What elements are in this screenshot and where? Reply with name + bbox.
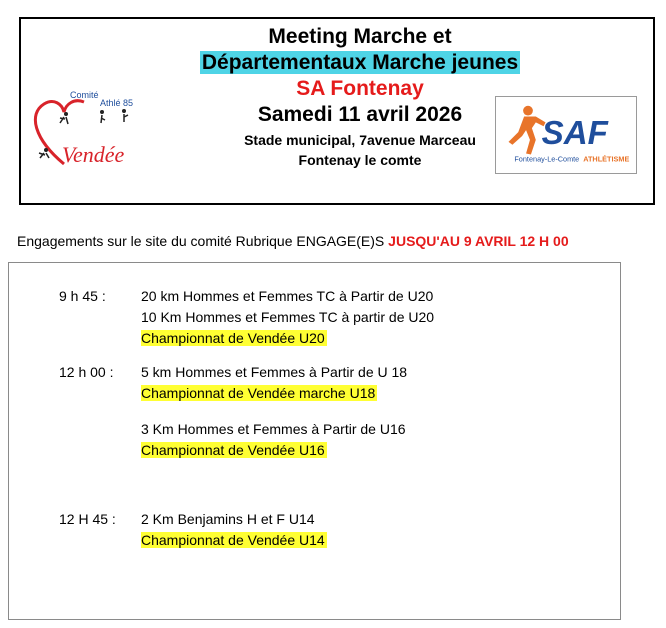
- logo-athle-text: Athlé 85: [100, 98, 134, 108]
- entry-line: 5 km Hommes et Femmes à Partir de U 18: [141, 364, 408, 380]
- entry-lines: [141, 509, 327, 551]
- logo-vendee-text: Vendée: [62, 142, 125, 167]
- engagement-deadline: JUSQU'AU 9 AVRIL 12 H 00: [388, 233, 569, 249]
- club-name: SA Fontenay: [296, 77, 424, 100]
- saf-club-logo: [495, 96, 637, 174]
- title-line-2-text: Départementaux Marche jeunes: [201, 51, 519, 74]
- entry-time: 12 h 00 :: [59, 364, 114, 380]
- entry-line: 3 Km Hommes et Femmes à Partir de U16: [141, 421, 406, 437]
- entry-lines: [141, 419, 406, 461]
- runner-icon: [509, 106, 546, 155]
- entry-championship: [141, 383, 407, 404]
- engagement-text: Engagements sur le site du comité Rubrique ENGAGE(E)S: [17, 233, 385, 249]
- championship-highlight: Championnat de Vendée U20: [141, 330, 325, 346]
- entry-line: 10 Km Hommes et Femmes TC à partir de U20: [141, 309, 435, 325]
- saf-brand-text: SAF: [541, 114, 608, 152]
- program-box: [8, 262, 621, 620]
- championship-highlight: Championnat de Vendée marche U18: [141, 385, 376, 401]
- logo-comite-text: Comité: [70, 90, 99, 100]
- saf-tagline-sport: ATHLÉTISME: [583, 154, 630, 164]
- venue-city: Fontenay le comte: [298, 152, 422, 168]
- entry-time: 12 H 45 :: [59, 511, 116, 527]
- championship-highlight: Championnat de Vendée U16: [141, 442, 325, 458]
- championship-highlight: Championnat de Vendée U14: [141, 532, 325, 548]
- saf-tagline-city: Fontenay-Le-Comte: [514, 154, 580, 164]
- entry-championship: [141, 440, 406, 461]
- venue-address: Stade municipal, 7avenue Marceau: [244, 132, 476, 148]
- event-date: Samedi 11 avril 2026: [257, 103, 463, 126]
- title-line-1: Meeting Marche et: [268, 25, 452, 48]
- engagement-notice: [17, 232, 569, 250]
- entry-championship: [141, 530, 327, 551]
- title-line-2: [140, 50, 580, 76]
- entry-lines: [141, 286, 434, 349]
- entry-championship: [141, 328, 434, 349]
- entry-line: 2 Km Benjamins H et F U14: [141, 511, 315, 527]
- entry-line: 20 km Hommes et Femmes TC à Partir de U20: [141, 288, 434, 304]
- saf-tagline: [514, 154, 629, 163]
- entry-lines: [141, 362, 407, 404]
- entry-time: 9 h 45 :: [59, 288, 106, 304]
- vendee-committee-logo: [24, 84, 154, 174]
